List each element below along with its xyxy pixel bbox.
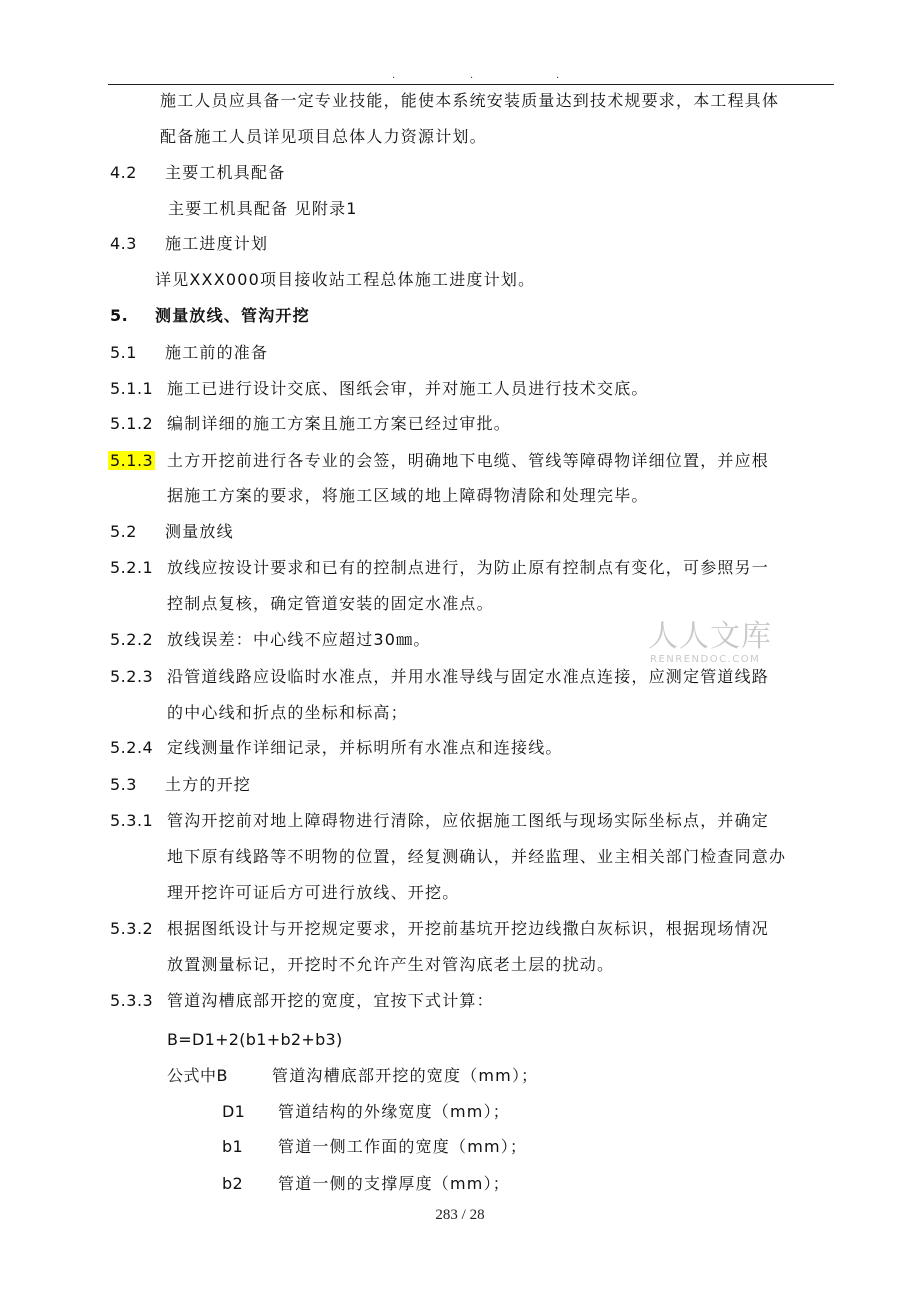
paragraph-line: 放线应按设计要求和已有的控制点进行，为防止原有控制点有变化，可参照另一 <box>167 558 770 577</box>
paragraph-line: 定线测量作详细记录，并标明所有水准点和连接线。 <box>167 738 563 757</box>
paragraph-line: 放置测量标记，开挖时不允许产生对管沟底老土层的扰动。 <box>167 955 615 974</box>
section-heading: 主要工机具配备 <box>165 163 286 182</box>
header-rule <box>108 84 834 85</box>
paragraph-line: 配备施工人员详见项目总体人力资源计划。 <box>160 127 487 146</box>
section-heading: 施工进度计划 <box>165 234 269 253</box>
watermark-subtext: RENRENDOC.COM <box>650 654 761 665</box>
paragraph-line: 编制详细的施工方案且施工方案已经过审批。 <box>167 414 512 433</box>
paragraph-line: 放线误差：中心线不应超过30㎜。 <box>167 630 431 649</box>
paragraph-line: 根据图纸设计与开挖规定要求，开挖前基坑开挖边线撒白灰标识，根据现场情况 <box>167 919 770 938</box>
clause-number: 5.2.1 <box>110 558 154 577</box>
clause-number: 5.2.4 <box>110 738 154 757</box>
formula-definition: 管道结构的外缘宽度（mm）； <box>278 1102 510 1121</box>
paragraph-line: 管沟开挖前对地上障碍物进行清除，应依据施工图纸与现场实际坐标点，并确定 <box>167 811 770 830</box>
header-dots <box>0 70 920 80</box>
watermark-text: 人人文库 <box>648 619 772 654</box>
section-number: 5.3 <box>110 775 137 794</box>
clause-number: 5.2.2 <box>110 630 154 649</box>
section-number: 5.1 <box>110 343 137 362</box>
page-number: 283 / 28 <box>435 1207 485 1223</box>
watermark-logo <box>648 620 772 684</box>
paragraph-line: 的中心线和折点的坐标和标高； <box>167 703 408 722</box>
header-dot: . <box>470 70 474 81</box>
clause-number: 5.1.2 <box>110 414 154 433</box>
section-number: 4.2 <box>110 163 137 182</box>
paragraph-line: 详见XXX000项目接收站工程总体施工进度计划。 <box>155 270 536 289</box>
formula-definition: 管道一侧工作面的宽度（mm）； <box>278 1137 528 1156</box>
clause-number-highlighted <box>108 451 155 471</box>
chapter-number: 5. <box>110 306 129 325</box>
paragraph-line: 控制点复核，确定管道安装的固定水准点。 <box>167 594 494 613</box>
formula-symbol: 公式中B <box>167 1066 228 1085</box>
paragraph-line: 理开挖许可证后方可进行放线、开挖。 <box>167 883 460 902</box>
clause-number: 5.3.2 <box>110 919 154 938</box>
section-heading: 测量放线 <box>165 522 234 541</box>
clause-number: 5.3.3 <box>110 991 154 1010</box>
formula: B=D1+2(b1+b2+b3) <box>167 1030 343 1049</box>
section-heading: 土方的开挖 <box>165 775 252 794</box>
header-dot: . <box>556 70 560 81</box>
paragraph-line: 主要工机具配备 见附录1 <box>168 199 358 218</box>
formula-symbol: b2 <box>222 1174 243 1193</box>
section-heading: 施工前的准备 <box>165 343 269 362</box>
clause-number: 5.2.3 <box>110 667 154 686</box>
header-dot: . <box>392 70 396 81</box>
highlight-mark: 5.1.3 <box>110 451 154 470</box>
section-number: 5.2 <box>110 522 137 541</box>
formula-definition: 管道一侧的支撑厚度（mm）； <box>278 1174 510 1193</box>
paragraph-line: 管道沟槽底部开挖的宽度，宜按下式计算： <box>167 991 494 1010</box>
section-number: 4.3 <box>110 234 137 253</box>
paragraph-line: 据施工方案的要求，将施工区域的地上障碍物清除和处理完毕。 <box>167 486 649 505</box>
chapter-heading: 测量放线、管沟开挖 <box>155 306 310 325</box>
paragraph-line: 地下原有线路等不明物的位置，经复测确认，并经监理、业主相关部门检查同意办 <box>167 847 787 866</box>
paragraph-line: 施工已进行设计交底、图纸会审，并对施工人员进行技术交底。 <box>167 379 649 398</box>
formula-symbol: b1 <box>222 1137 243 1156</box>
paragraph-line: 施工人员应具备一定专业技能，能使本系统安装质量达到技术规要求，本工程具体 <box>160 91 780 110</box>
paragraph-line: 沿管道线路应设临时水准点，并用水准导线与固定水准点连接，应测定管道线路 <box>167 667 770 686</box>
formula-definition: 管道沟槽底部开挖的宽度（mm）； <box>272 1066 539 1085</box>
clause-number: 5.1.1 <box>110 379 154 398</box>
clause-number: 5.3.1 <box>110 811 154 830</box>
formula-symbol: D1 <box>222 1102 246 1121</box>
paragraph-line: 土方开挖前进行各专业的会签，明确地下电缆、管线等障碍物详细位置，并应根 <box>167 451 770 470</box>
